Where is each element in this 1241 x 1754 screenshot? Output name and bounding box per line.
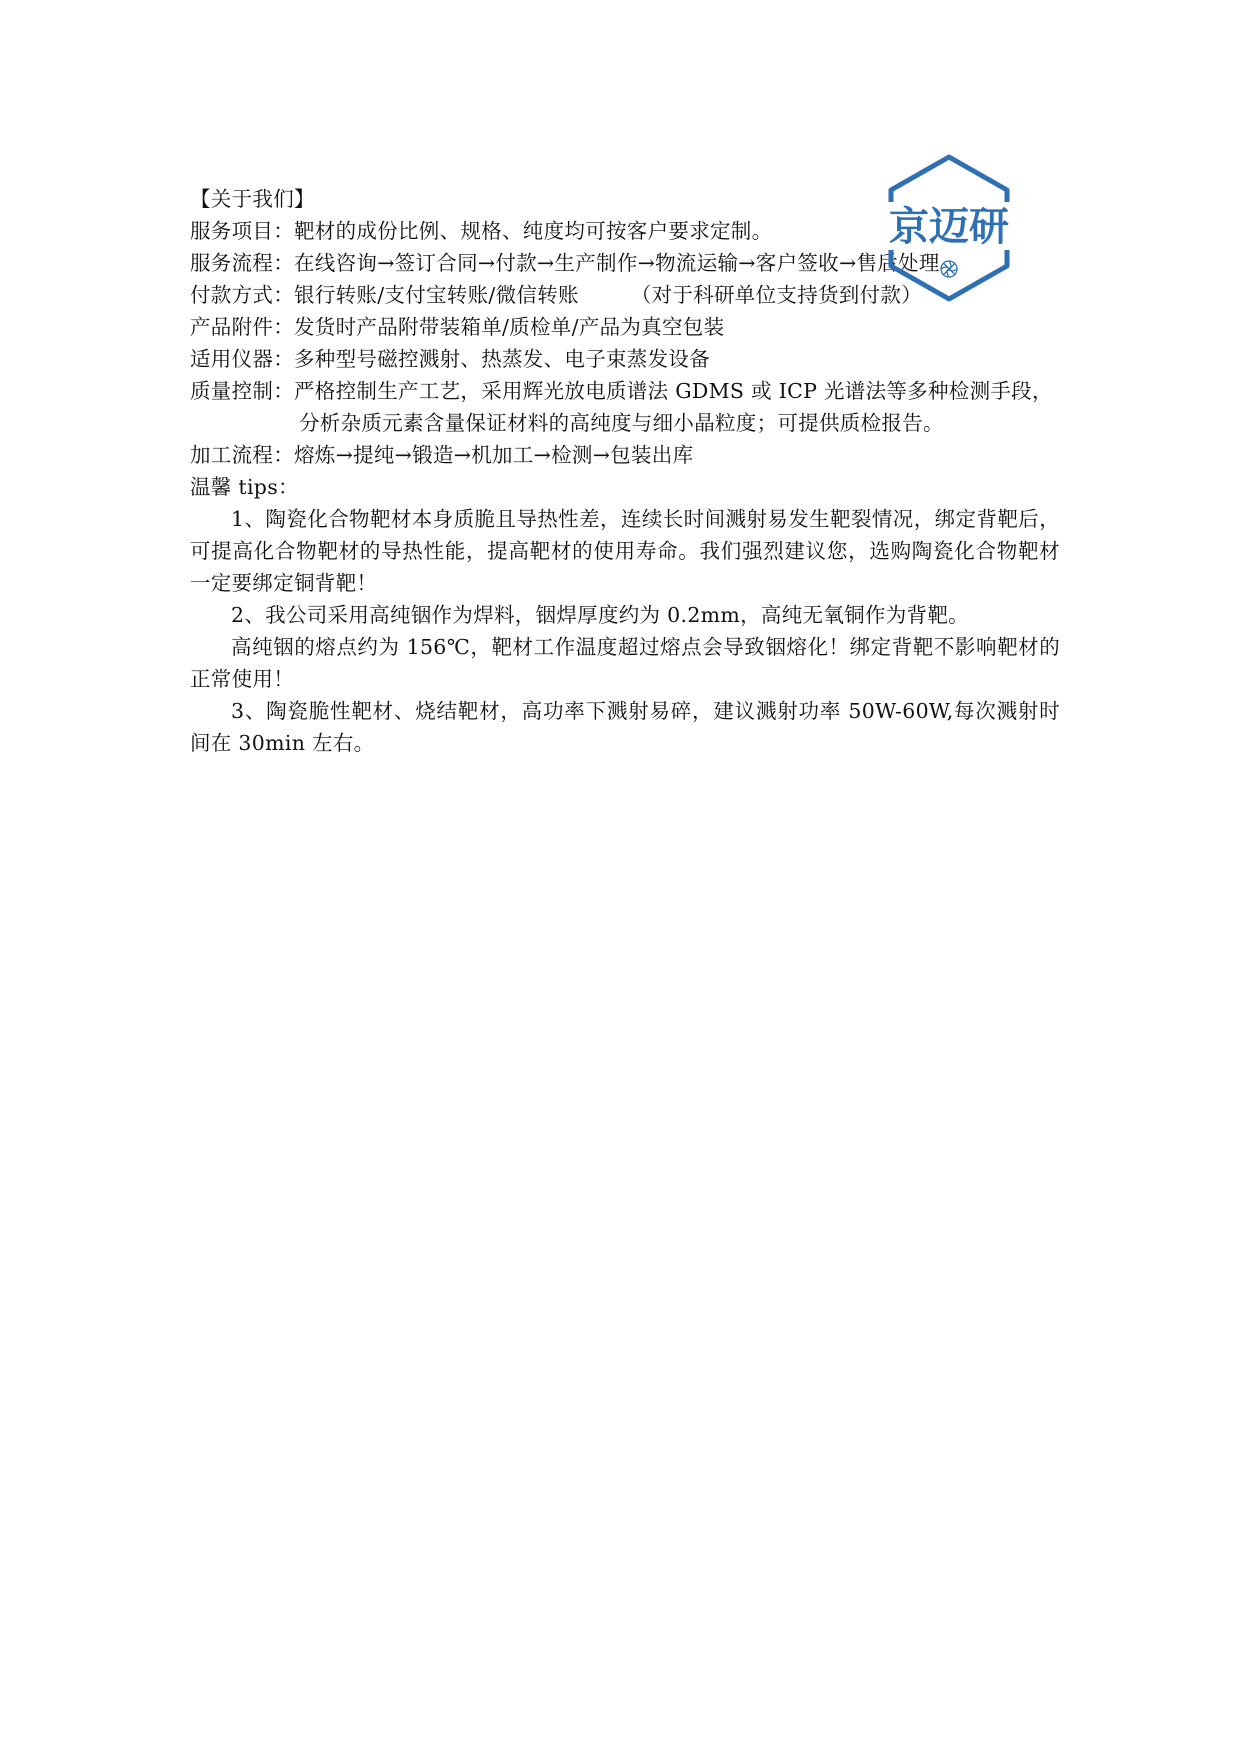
- company-logo: [883, 152, 1015, 304]
- info-label: 加工流程：: [190, 443, 294, 467]
- tip-paragraph: 高纯铟的熔点约为 156℃，靶材工作温度超过熔点会导致铟熔化！绑定背靶不影响靶材的正常使用！: [190, 635, 1060, 691]
- info-label: 服务流程：: [190, 251, 294, 275]
- info-row-instruments: [190, 343, 1060, 375]
- tip-paragraph: 1、陶瓷化合物靶材本身质脆且导热性差，连续长时间溅射易发生靶裂情况，绑定背靶后，可提高化合物靶材的导热性能，提高靶材的使用寿命。我们强烈建议您，选购陶瓷化合物靶材一定要绑定铜背靶！: [190, 507, 1060, 595]
- info-value: 银行转账/支付宝转账/微信转账: [294, 283, 579, 307]
- logo-text: 京迈研: [889, 204, 1009, 250]
- swirl-emblem-icon: [941, 261, 957, 277]
- tip-paragraph: 2、我公司采用高纯铟作为焊料，铟焊厚度约为 0.2mm，高纯无氧铜作为背靶。: [231, 603, 969, 627]
- info-label: 质量控制：: [190, 379, 294, 403]
- info-label: 服务项目：: [190, 219, 294, 243]
- info-value: 严格控制生产工艺，采用辉光放电质谱法 GDMS 或 ICP 光谱法等多种检测手段，: [294, 379, 1053, 403]
- info-label: 付款方式：: [190, 283, 294, 307]
- payment-note: （对于科研单位支持货到付款）: [630, 283, 923, 307]
- info-label: 适用仪器：: [190, 347, 294, 371]
- tip-paragraph: 3、陶瓷脆性靶材、烧结靶材，高功率下溅射易碎，建议溅射功率 50W-60W,每次溅射时间在 30min 左右。: [190, 699, 1060, 755]
- info-value: 靶材的成份比例、规格、纯度均可按客户要求定制。: [294, 219, 773, 243]
- section-heading: 【关于我们】: [190, 187, 315, 211]
- info-row-processing: [190, 439, 1060, 471]
- info-row-attachments: [190, 311, 1060, 343]
- info-value-continued: 分析杂质元素含量保证材料的高纯度与细小晶粒度；可提供质检报告。: [299, 411, 944, 435]
- info-row-quality-control: [190, 375, 1060, 407]
- info-value: 在线咨询→签订合同→付款→生产制作→物流运输→客户签收→售后处理: [294, 251, 940, 275]
- tips-heading: 温馨 tips：: [190, 475, 299, 499]
- info-value: 熔炼→提纯→锻造→机加工→检测→包装出库: [294, 443, 694, 467]
- info-label: 产品附件：: [190, 315, 294, 339]
- info-value: 发货时产品附带装箱单/质检单/产品为真空包装: [294, 315, 725, 339]
- info-value: 多种型号磁控溅射、热蒸发、电子束蒸发设备: [294, 347, 710, 371]
